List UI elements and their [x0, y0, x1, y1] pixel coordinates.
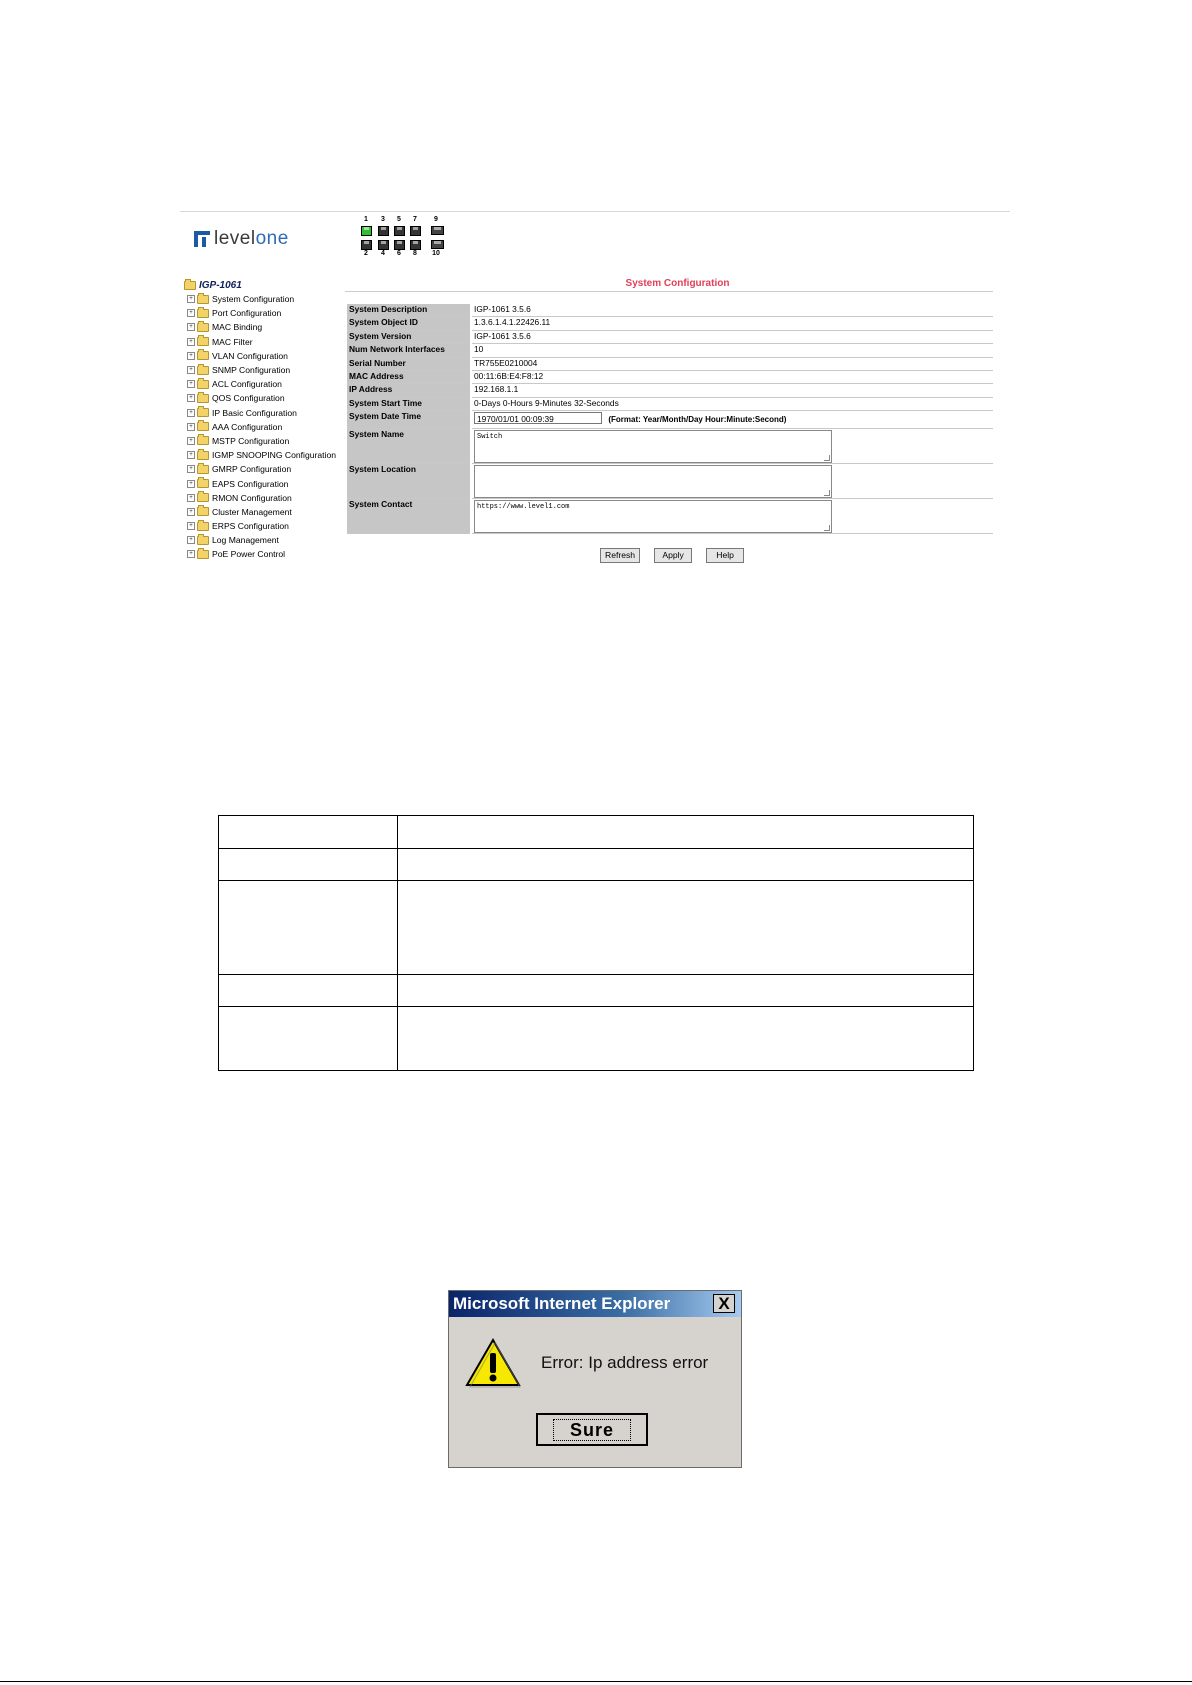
- expand-icon[interactable]: +: [187, 309, 195, 317]
- row-label: System Name: [347, 429, 471, 464]
- system-config-table: [347, 304, 993, 534]
- nav-tree-item[interactable]: [187, 462, 345, 476]
- row-label: Serial Number: [347, 357, 471, 370]
- row-label: System Start Time: [347, 397, 471, 410]
- port-label: 3: [381, 216, 385, 223]
- nav-tree-item[interactable]: [187, 292, 345, 306]
- ethernet-port-icon[interactable]: [378, 226, 389, 236]
- expand-icon[interactable]: +: [187, 480, 195, 488]
- nav-tree-item[interactable]: [187, 406, 345, 420]
- port-label: 9: [434, 216, 438, 223]
- port-label: 8: [413, 250, 417, 257]
- nav-tree-item-label: VLAN Configuration: [212, 350, 288, 361]
- table-row-date-time: [347, 411, 993, 429]
- folder-icon: [197, 380, 209, 389]
- row-label: System Date Time: [347, 411, 471, 429]
- empty-bordered-table: [218, 815, 974, 1071]
- nav-tree-item[interactable]: [187, 391, 345, 405]
- row-label: Num Network Interfaces: [347, 344, 471, 357]
- folder-icon: [197, 351, 209, 360]
- table-row-system-location: [347, 464, 993, 499]
- nav-tree-item-label: PoE Power Control: [212, 549, 286, 560]
- row-value: 192.168.1.1: [471, 384, 993, 397]
- folder-icon: [197, 522, 209, 531]
- nav-tree-item-label: MAC Filter: [212, 336, 253, 347]
- row-label: IP Address: [347, 384, 471, 397]
- system-name-textarea[interactable]: Switch: [474, 430, 832, 463]
- folder-icon: [197, 309, 209, 318]
- port-label: 1: [364, 216, 368, 223]
- table-row: [347, 344, 993, 357]
- page-footer-rule: [0, 1681, 1192, 1682]
- nav-tree-item[interactable]: [187, 448, 345, 462]
- help-button[interactable]: Help: [706, 548, 744, 563]
- nav-tree-item[interactable]: [187, 377, 345, 391]
- title-divider: [345, 291, 993, 292]
- nav-tree-item[interactable]: [187, 491, 345, 505]
- nav-tree-item[interactable]: [187, 533, 345, 547]
- expand-icon[interactable]: +: [187, 437, 195, 445]
- dialog-message: Error: Ip address error: [541, 1353, 709, 1372]
- nav-tree-item-label: RMON Configuration: [212, 492, 292, 503]
- folder-icon: [197, 451, 209, 460]
- table-row-system-contact: [347, 499, 993, 534]
- nav-tree-item-label: IP Basic Configuration: [212, 407, 297, 418]
- port-label: 6: [397, 250, 401, 257]
- expand-icon[interactable]: +: [187, 366, 195, 374]
- nav-tree-item-label: MAC Binding: [212, 322, 263, 333]
- nav-tree-item-label: ACL Configuration: [212, 379, 282, 390]
- port-label: 4: [381, 250, 385, 257]
- nav-tree-item[interactable]: [187, 434, 345, 448]
- row-value: 0-Days 0-Hours 9-Minutes 32-Seconds: [471, 397, 993, 410]
- expand-icon[interactable]: +: [187, 394, 195, 402]
- action-buttons: [600, 548, 744, 563]
- port-label: 10: [432, 250, 440, 257]
- table-row: [347, 397, 993, 410]
- table-row: [347, 370, 993, 383]
- expand-icon[interactable]: +: [187, 323, 195, 331]
- nav-tree-item[interactable]: [187, 320, 345, 334]
- levelone-logo-text: levelone: [214, 228, 289, 249]
- nav-tree-item-label: MSTP Configuration: [212, 435, 290, 446]
- nav-tree-item[interactable]: [187, 547, 345, 561]
- nav-tree-item-label: Cluster Management: [212, 506, 292, 517]
- nav-tree: [180, 278, 345, 562]
- folder-icon: [197, 550, 209, 559]
- nav-tree-item-label: SNMP Configuration: [212, 365, 291, 376]
- expand-icon[interactable]: +: [187, 409, 195, 417]
- port-label: 2: [364, 250, 368, 257]
- table-row: [347, 317, 993, 330]
- row-label: MAC Address: [347, 370, 471, 383]
- expand-icon[interactable]: +: [187, 380, 195, 388]
- ethernet-port-icon[interactable]: [394, 240, 405, 250]
- levelone-logo: [194, 228, 289, 250]
- folder-icon: [197, 366, 209, 375]
- nav-tree-item[interactable]: [187, 519, 345, 533]
- folder-icon: [197, 479, 209, 488]
- nav-tree-item-label: GMRP Configuration: [212, 464, 292, 475]
- row-label: System Object ID: [347, 317, 471, 330]
- ethernet-port-icon[interactable]: [361, 226, 372, 236]
- dialog-title: Microsoft Internet Explorer: [453, 1294, 671, 1313]
- expand-icon[interactable]: +: [187, 295, 195, 303]
- expand-icon[interactable]: +: [187, 338, 195, 346]
- sfp-port-icon[interactable]: [431, 226, 444, 235]
- row-value: 10: [471, 344, 993, 357]
- table-row-system-name: [347, 429, 993, 464]
- folder-icon: [197, 507, 209, 516]
- nav-tree-item[interactable]: [187, 476, 345, 490]
- expand-icon[interactable]: +: [187, 465, 195, 473]
- date-time-input[interactable]: 1970/01/01 00:09:39: [474, 412, 602, 424]
- folder-icon: [197, 422, 209, 431]
- row-value: IGP-1061 3.5.6: [471, 304, 993, 317]
- folder-icon: [197, 323, 209, 332]
- nav-tree-item-label: Port Configuration: [212, 308, 282, 319]
- ethernet-port-icon[interactable]: [410, 240, 421, 250]
- nav-tree-item[interactable]: [187, 335, 345, 349]
- nav-tree-item[interactable]: [187, 306, 345, 320]
- dialog-title-bar: [449, 1291, 741, 1317]
- table-row: [347, 330, 993, 343]
- row-value: TR755E0210004: [471, 357, 993, 370]
- nav-tree-item-label: System Configuration: [212, 294, 295, 305]
- table-column-divider: [397, 816, 398, 1070]
- close-button[interactable]: X: [713, 1294, 735, 1313]
- folder-icon: [197, 394, 209, 403]
- table-row: [347, 384, 993, 397]
- table-row: [347, 304, 993, 317]
- page-title: System Configuration: [625, 278, 730, 289]
- expand-icon[interactable]: +: [187, 494, 195, 502]
- switch-web-ui-screenshot: [180, 211, 1010, 564]
- nav-tree-item[interactable]: [187, 420, 345, 434]
- row-label: System Location: [347, 464, 471, 499]
- ethernet-port-icon[interactable]: [378, 240, 389, 250]
- folder-icon: [197, 536, 209, 545]
- table-row: [347, 357, 993, 370]
- nav-tree-item[interactable]: [187, 349, 345, 363]
- nav-tree-item-label: IGMP SNOOPING Configuration: [212, 450, 337, 461]
- port-label: 5: [397, 216, 401, 223]
- port-label: 7: [413, 216, 417, 223]
- nav-tree-item-label: QOS Configuration: [212, 393, 285, 404]
- table-row-divider: [219, 848, 973, 849]
- nav-tree-root[interactable]: IGP-1061: [184, 278, 345, 292]
- folder-icon: [197, 493, 209, 502]
- expand-icon[interactable]: +: [187, 508, 195, 516]
- ethernet-port-icon[interactable]: [410, 226, 421, 236]
- folder-icon: [197, 436, 209, 445]
- nav-tree-item-label: Log Management: [212, 535, 279, 546]
- nav-tree-item-label: ERPS Configuration: [212, 521, 289, 532]
- nav-tree-item-label: EAPS Configuration: [212, 478, 289, 489]
- system-location-textarea[interactable]: [474, 465, 832, 498]
- nav-tree-item[interactable]: [187, 505, 345, 519]
- row-value: 1.3.6.1.4.1.22426.11: [471, 317, 993, 330]
- row-label: System Description: [347, 304, 471, 317]
- expand-icon[interactable]: +: [187, 352, 195, 360]
- folder-icon: [197, 465, 209, 474]
- levelone-logo-mark-icon: [194, 231, 210, 247]
- table-row-divider: [219, 1006, 973, 1007]
- ethernet-port-icon[interactable]: [361, 240, 372, 250]
- row-label: System Contact: [347, 499, 471, 534]
- refresh-button[interactable]: Refresh: [600, 548, 640, 563]
- sure-button-label: Sure: [553, 1419, 631, 1441]
- sure-button[interactable]: [536, 1413, 648, 1446]
- expand-icon[interactable]: +: [187, 451, 195, 459]
- nav-tree-item-label: AAA Configuration: [212, 421, 283, 432]
- system-contact-textarea[interactable]: https://www.level1.com: [474, 500, 832, 533]
- folder-icon: [197, 295, 209, 304]
- nav-tree-item[interactable]: [187, 363, 345, 377]
- folder-icon: [197, 337, 209, 346]
- apply-button[interactable]: Apply: [654, 548, 692, 563]
- expand-icon[interactable]: +: [187, 522, 195, 530]
- ethernet-port-icon[interactable]: [394, 226, 405, 236]
- expand-icon[interactable]: +: [187, 423, 195, 431]
- table-row-divider: [219, 880, 973, 881]
- row-label: System Version: [347, 330, 471, 343]
- row-value: 00:11:6B:E4:F8:12: [471, 370, 993, 383]
- table-row-divider: [219, 974, 973, 975]
- folder-icon: [197, 408, 209, 417]
- error-dialog: [448, 1290, 742, 1468]
- date-time-format-hint: (Format: Year/Month/Day Hour:Minute:Second): [608, 415, 787, 425]
- open-folder-icon: [184, 281, 196, 290]
- expand-icon[interactable]: +: [187, 550, 195, 558]
- warning-icon: [465, 1337, 521, 1389]
- row-value: IGP-1061 3.5.6: [471, 330, 993, 343]
- expand-icon[interactable]: +: [187, 536, 195, 544]
- sfp-port-icon[interactable]: [431, 240, 444, 249]
